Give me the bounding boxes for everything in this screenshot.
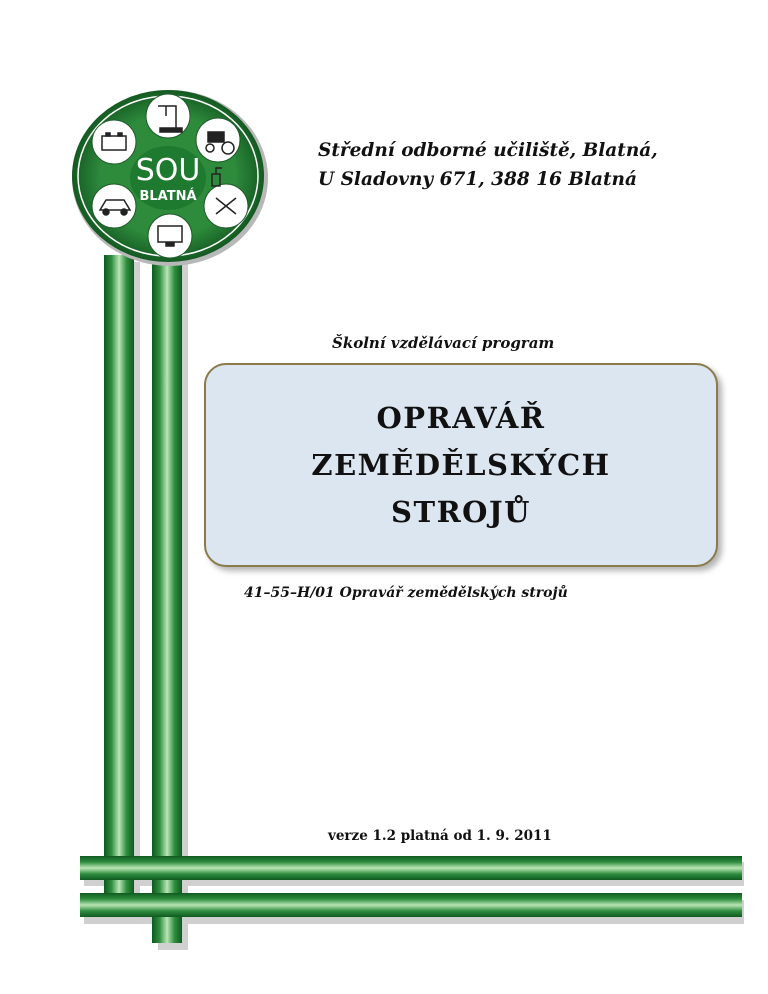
horizontal-bar-top — [80, 856, 742, 880]
title-line-3: STROJŮ — [391, 494, 531, 529]
program-code: 41–55–H/01 Opravář zemědělských strojů — [244, 585, 568, 601]
address-line-1: Střední odborné učiliště, Blatná, — [318, 140, 658, 161]
school-address — [318, 136, 738, 194]
battery-icon — [92, 120, 136, 164]
horizontal-bar-bottom — [80, 893, 742, 917]
title-box — [204, 363, 718, 567]
school-logo — [70, 88, 270, 268]
car-icon — [92, 184, 136, 228]
title-line-2: ZEMĚDĚLSKÝCH — [311, 447, 611, 482]
logo-text-sub: BLATNÁ — [139, 189, 197, 204]
monitor-icon — [148, 214, 192, 258]
version-info: verze 1.2 platná od 1. 9. 2011 — [328, 828, 552, 844]
title-line-1: OPRAVÁŘ — [376, 400, 546, 435]
logo-text-main: SOU — [135, 153, 201, 188]
program-label: Školní vzdělávací program — [332, 334, 555, 352]
vertical-bar-right — [152, 255, 182, 943]
vertical-bar-left — [104, 255, 134, 903]
address-line-2: U Sladovny 671, 388 16 Blatná — [318, 169, 637, 190]
